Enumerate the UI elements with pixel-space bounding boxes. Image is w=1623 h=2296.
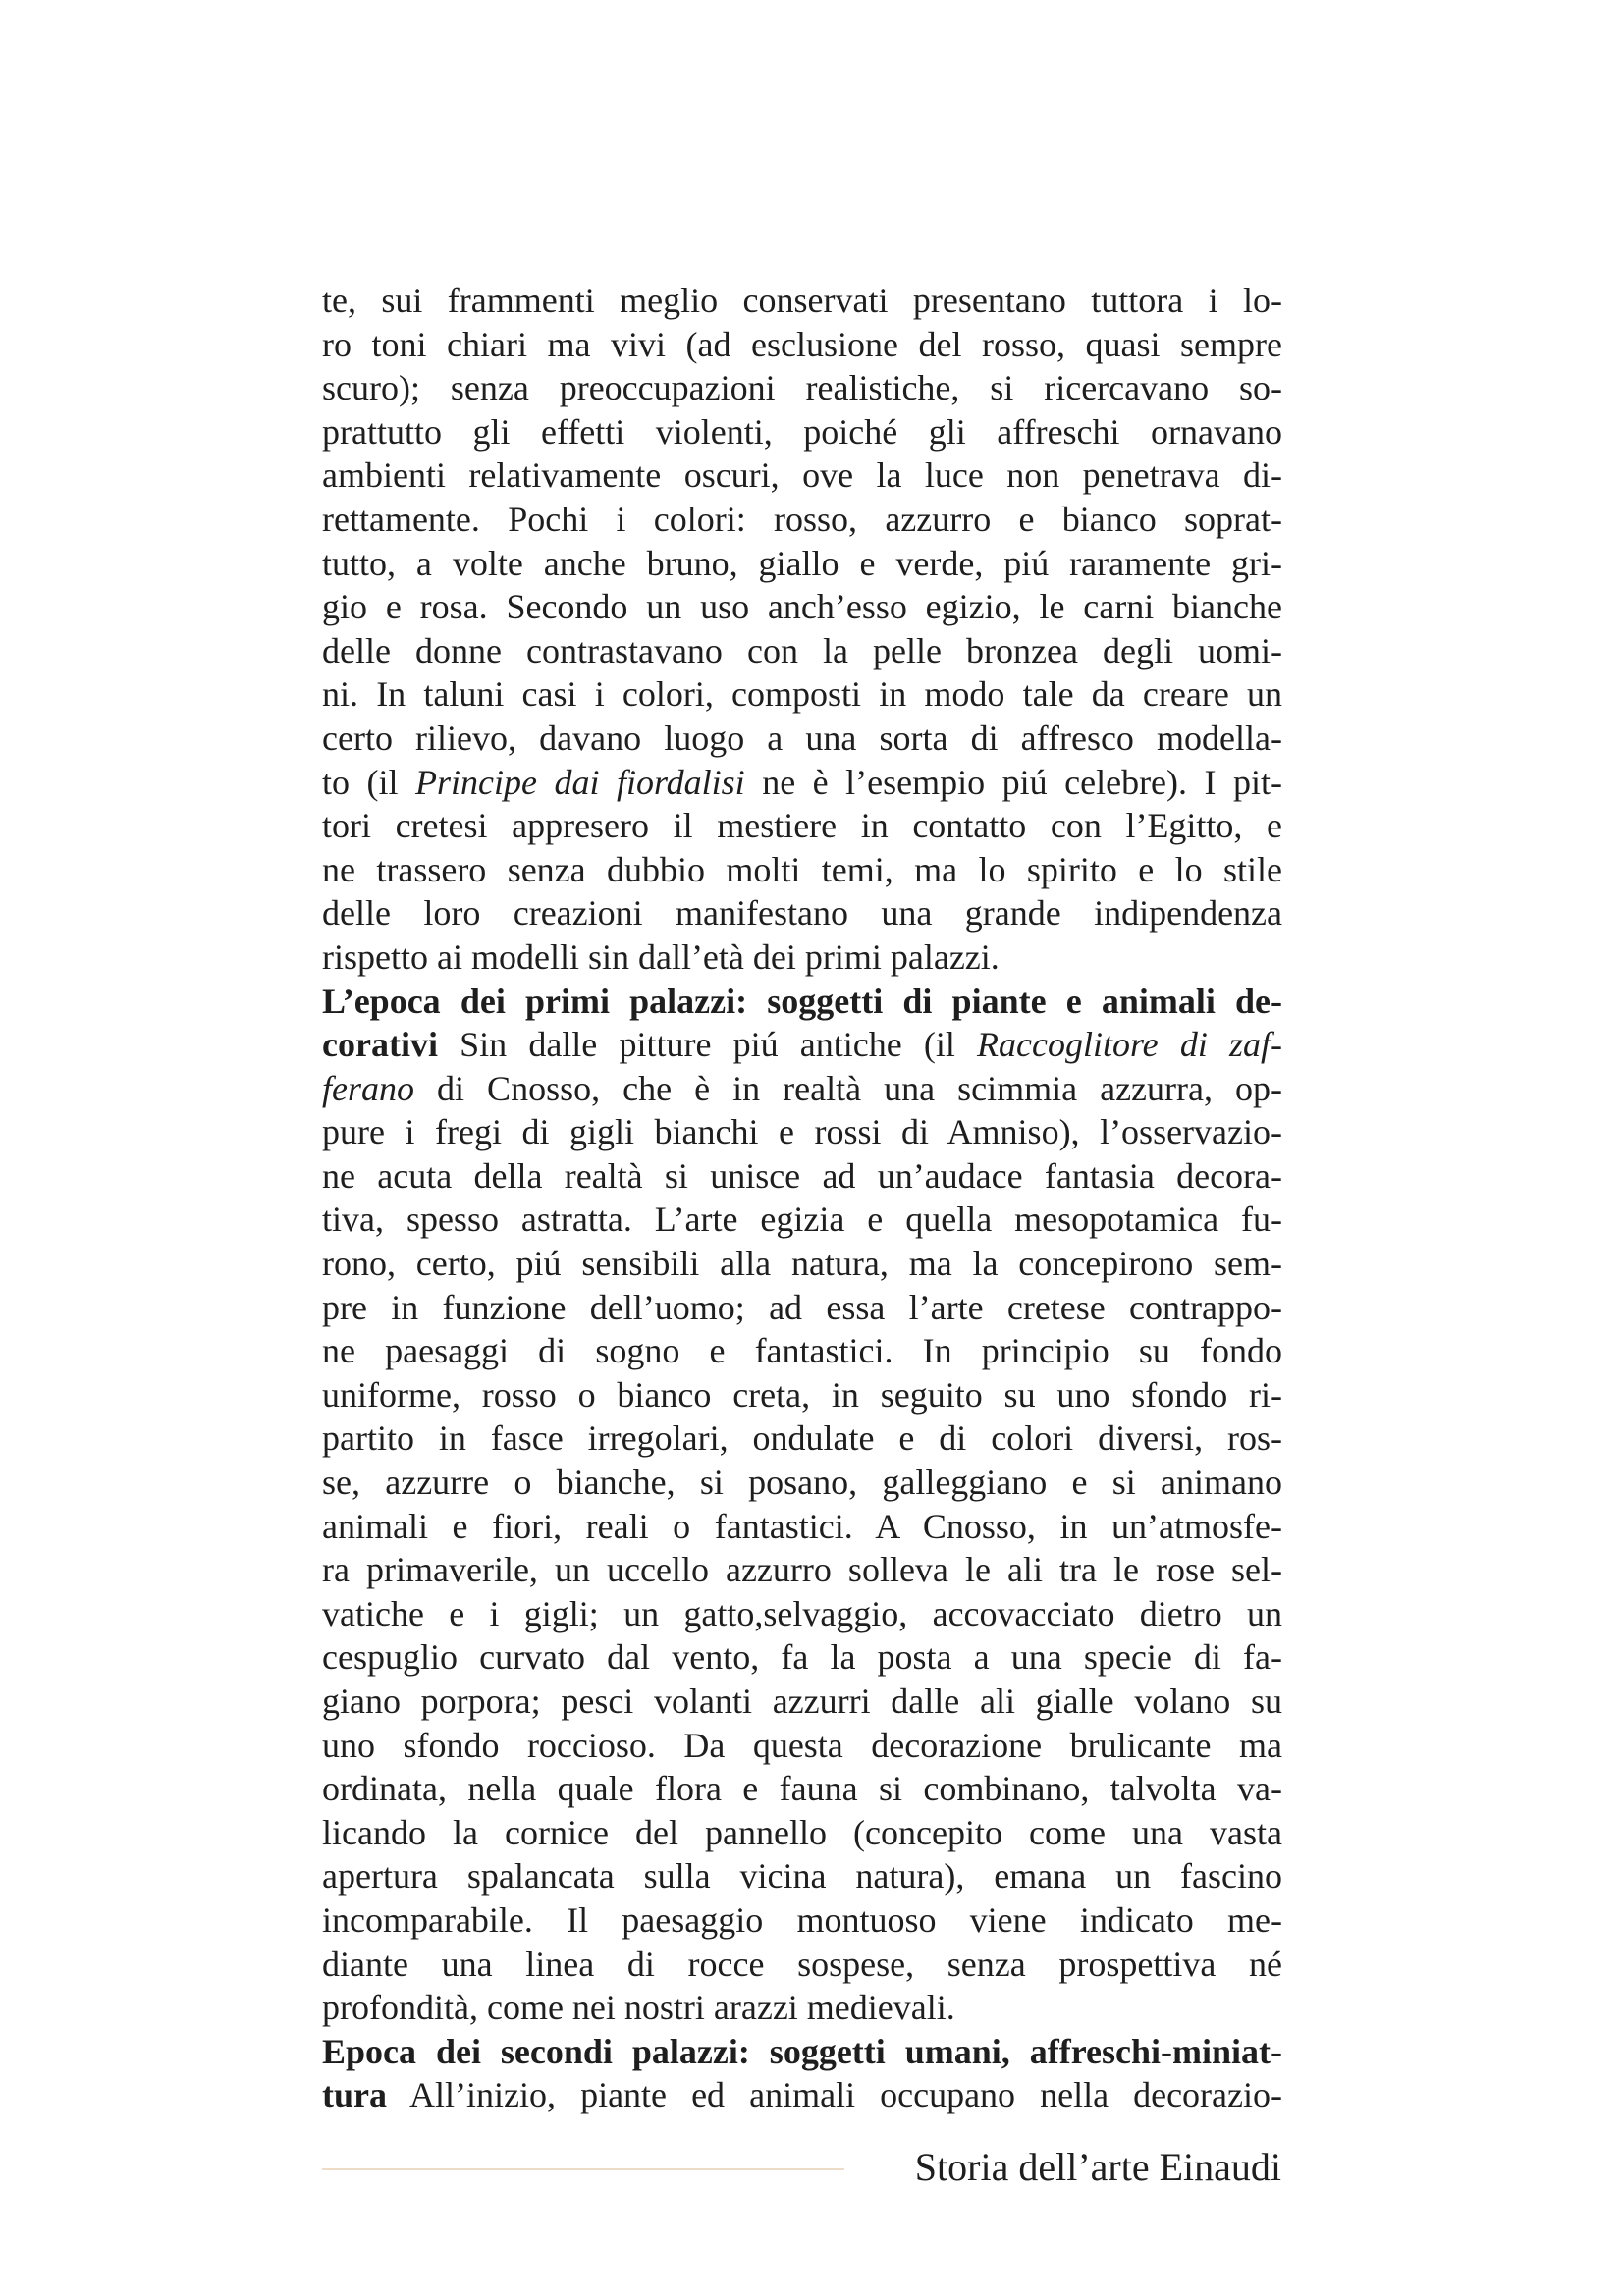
text-run: ne paesaggi di sogno e fantastici. In principio su fondo <box>322 1331 1282 1371</box>
text-run: All’inizio, piante ed animali occupano nella decorazio- <box>387 2075 1282 2115</box>
text-run: se, azzurre o bianche, si posano, galleggiano e si animano <box>322 1463 1282 1503</box>
text-run: ne trassero senza dubbio molti temi, ma lo spirito e lo stile <box>322 849 1282 889</box>
text-run: tiva, spesso astratta. L’arte egizia e quella mesopotamica fu- <box>322 1200 1282 1240</box>
text-line <box>322 323 1282 367</box>
text-run: rettamente. Pochi i colori: rosso, azzurro e bianco soprat- <box>322 499 1282 539</box>
text-run: scuro); senza preoccupazioni realistiche, si ricercavano so- <box>322 368 1282 408</box>
text-line <box>322 1767 1282 1811</box>
text-run: prattutto gli effetti violenti, poiché gli affreschi ornavano <box>322 411 1282 452</box>
text-line <box>322 1811 1282 1855</box>
text-run: rono, certo, piú sensibili alla natura, ma la concepirono sem- <box>322 1244 1282 1284</box>
text-line <box>322 1461 1282 1505</box>
text-line <box>322 366 1282 410</box>
text-line <box>322 1154 1282 1199</box>
text-run: ne acuta della realtà si unisce ad un’audace fantasia decora- <box>322 1155 1282 1196</box>
italic-title-run: ferano <box>322 1068 414 1108</box>
text-run: uno sfondo roccioso. Da questa decorazione brulicante ma <box>322 1725 1282 1765</box>
text-line <box>322 1110 1282 1154</box>
text-line <box>322 629 1282 673</box>
bold-heading-run: corativi <box>322 1025 438 1065</box>
bold-heading-run: Epoca dei secondi palazzi: soggetti umani, affreschi-miniat- <box>322 2031 1282 2071</box>
text-line <box>322 761 1282 805</box>
text-run: certo rilievo, davano luogo a una sorta di affresco modella- <box>322 718 1282 758</box>
text-line <box>322 585 1282 629</box>
text-run: ne è l’esempio piú celebre). I pit- <box>744 762 1282 802</box>
text-line <box>322 1329 1282 1373</box>
text-line <box>322 2030 1282 2074</box>
text-line <box>322 1680 1282 1724</box>
footer-rule <box>322 2168 844 2170</box>
text-run: profondità, come nei nostri arazzi medievali. <box>322 1988 955 2028</box>
text-line <box>322 1505 1282 1549</box>
italic-title-run: Principe dai fiordalisi <box>415 762 745 802</box>
text-line <box>322 1416 1282 1461</box>
body-text <box>322 279 1282 2117</box>
text-line <box>322 279 1282 323</box>
text-run: Sin dalle pitture piú antiche (il <box>437 1025 978 1065</box>
text-line <box>322 1943 1282 1987</box>
text-line <box>322 1023 1282 1067</box>
footer-title: Storia dell’arte Einaudi <box>914 2145 1281 2189</box>
text-run: ambienti relativamente oscuri, ove la luce non penetrava di- <box>322 455 1282 496</box>
text-run: vatiche e i gigli; un gatto,selvaggio, accovacciato dietro un <box>322 1593 1282 1633</box>
text-run: cespuglio curvato dal vento, fa la posta a una specie di fa- <box>322 1637 1282 1678</box>
bold-heading-run: tura <box>322 2075 387 2115</box>
text-line <box>322 1242 1282 1286</box>
text-line <box>322 1854 1282 1898</box>
bold-heading-run: L’epoca dei primi palazzi: soggetti di piante e animali de- <box>322 981 1282 1021</box>
text-line <box>322 1592 1282 1636</box>
text-run: te, sui frammenti meglio conservati presentano tuttora i lo- <box>322 281 1282 320</box>
text-run: incomparabile. Il paesaggio montuoso viene indicato me- <box>322 1899 1282 1940</box>
text-run: ra primaverile, un uccello azzurro solleva le ali tra le rose sel- <box>322 1550 1282 1590</box>
text-line <box>322 891 1282 935</box>
text-line <box>322 542 1282 586</box>
text-run: gio e rosa. Secondo un uso anch’esso egizio, le carni bianche <box>322 587 1282 627</box>
text-run: rispetto ai modelli sin dall’età dei primi palazzi. <box>322 936 1000 977</box>
text-line <box>322 1986 1282 2030</box>
text-run: to (il <box>322 762 416 802</box>
text-line <box>322 804 1282 848</box>
text-run: licando la cornice del pannello (concepito come una vasta <box>322 1812 1282 1852</box>
text-line <box>322 1898 1282 1943</box>
text-line <box>322 848 1282 892</box>
text-run: apertura spalancata sulla vicina natura), emana un fascino <box>322 1856 1282 1896</box>
italic-title-run: Raccoglitore di zaf- <box>977 1025 1282 1065</box>
text-line <box>322 935 1282 980</box>
text-line <box>322 410 1282 454</box>
text-run: delle donne contrastavano con la pelle bronzea degli uomi- <box>322 630 1282 670</box>
text-run: uniforme, rosso o bianco creta, in seguito su uno sfondo ri- <box>322 1374 1282 1415</box>
text-run: ro toni chiari ma vivi (ad esclusione del rosso, quasi sempre <box>322 324 1282 364</box>
text-line <box>322 1373 1282 1417</box>
text-run: delle loro creazioni manifestano una grande indipendenza <box>322 893 1282 934</box>
text-line <box>322 672 1282 717</box>
text-line <box>322 1635 1282 1680</box>
text-run: giano porpora; pesci volanti azzurri dalle ali gialle volano su <box>322 1682 1282 1721</box>
text-run: ordinata, nella quale flora e fauna si combinano, talvolta va- <box>322 1769 1282 1809</box>
text-line <box>322 1286 1282 1330</box>
text-run: ni. In taluni casi i colori, composti in modo tale da creare un <box>322 674 1282 715</box>
text-line <box>322 980 1282 1024</box>
text-run: pure i fregi di gigli bianchi e rossi di Amniso), l’osservazio- <box>322 1112 1282 1152</box>
text-run: diante una linea di rocce sospese, senza prospettiva né <box>322 1944 1282 1984</box>
text-line <box>322 717 1282 761</box>
text-run: partito in fasce irregolari, ondulate e di colori diversi, ros- <box>322 1418 1282 1459</box>
text-line <box>322 1198 1282 1242</box>
text-run: tutto, a volte anche bruno, giallo e verde, piú raramente gri- <box>322 543 1282 583</box>
text-line <box>322 498 1282 542</box>
text-line <box>322 454 1282 498</box>
text-line <box>322 2073 1282 2117</box>
text-run: di Cnosso, che è in realtà una scimmia azzurra, op- <box>414 1068 1282 1108</box>
text-line <box>322 1067 1282 1111</box>
text-run: animali e fiori, reali o fantastici. A Cnosso, in un’atmosfe- <box>322 1506 1282 1546</box>
text-run: pre in funzione dell’uomo; ad essa l’arte cretese contrappo- <box>322 1287 1282 1327</box>
text-line <box>322 1548 1282 1592</box>
text-run: tori cretesi appresero il mestiere in contatto con l’Egitto, e <box>322 806 1282 846</box>
text-line <box>322 1724 1282 1768</box>
